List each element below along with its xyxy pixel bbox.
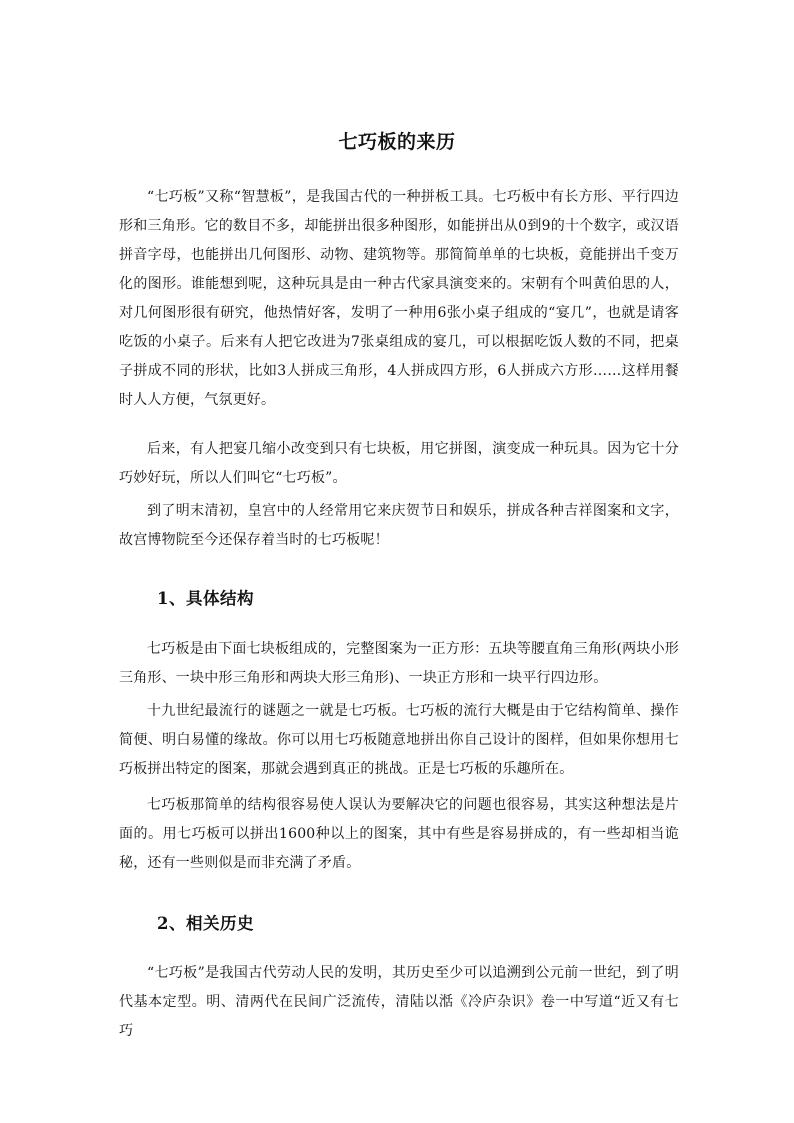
section-heading-structure: 1、具体结构 — [157, 589, 254, 608]
intro-paragraph-3: 到了明末清初，皇宫中的人经常用它来庆贺节日和娱乐，拼成各种吉祥图案和文字，故宫博物院至今还保存着当时的七巧板呢！ — [119, 503, 679, 548]
section-heading-history: 2、相关历史 — [157, 914, 254, 933]
history-paragraph-1: “七巧板”是我国古代劳动人民的发明，其历史至少可以追溯到公元前一世纪，到了明代基本定型。明、清两代在民间广泛流传，清陆以湉《冷庐杂识》卷一中写道“近又有七巧 — [119, 965, 679, 1039]
intro-paragraph-1: “七巧板”又称“智慧板”，是我国古代的一种拼板工具。七巧板中有长方形、平行四边形和三角形。它的数目不多，却能拼出很多种图形，如能拼出从0到9的十个数字，或汉语拼音字母，也能拼出几何图形、动物、建筑物等。那简简单单的七块板，竟能拼出千变万化的图形。谁能想到呢，这种玩具是由一种古代家具演变来的。宋朝有个叫黄伯思的人，对几何图形很有研究，他热情好客，发明了一种用6张小桌子组成的“宴几”，也就是请客吃饭的小桌子。后来有人把它改进为7张桌组成的宴几，可以根据吃饭人数的不同，把桌子拼成不同的形状，比如3人拼成三角形，4人拼成四方形，6人拼成六方形……这样用餐时人人方便，气氛更好。 — [119, 189, 679, 408]
structure-paragraph-3: 七巧板那简单的结构很容易使人误认为要解决它的问题也很容易，其实这种想法是片面的。用七巧板可以拼出1600种以上的图案，其中有些是容易拼成的，有一些却相当诡秘，还有一些则似是而非充满了矛盾。 — [119, 797, 679, 871]
document-title: 七巧板的来历 — [338, 131, 456, 153]
structure-paragraph-2: 十九世纪最流行的谜题之一就是七巧板。七巧板的流行大概是由于它结构简单、操作简便、明白易懂的缘故。你可以用七巧板随意地拼出你自己设计的图样，但如果你想用七巧板拼出特定的图案，那就会遇到真正的挑战。正是七巧板的乐趣所在。 — [119, 703, 679, 777]
structure-paragraph-1: 七巧板是由下面七块板组成的，完整图案为一正方形：五块等腰直角三角形(两块小形三角形、一块中形三角形和两块大形三角形)、一块正方形和一块平行四边形。 — [119, 641, 679, 686]
intro-paragraph-2: 后来，有人把宴几缩小改变到只有七块板，用它拼图，演变成一种玩具。因为它十分巧妙好玩，所以人们叫它“七巧板”。 — [119, 441, 679, 486]
